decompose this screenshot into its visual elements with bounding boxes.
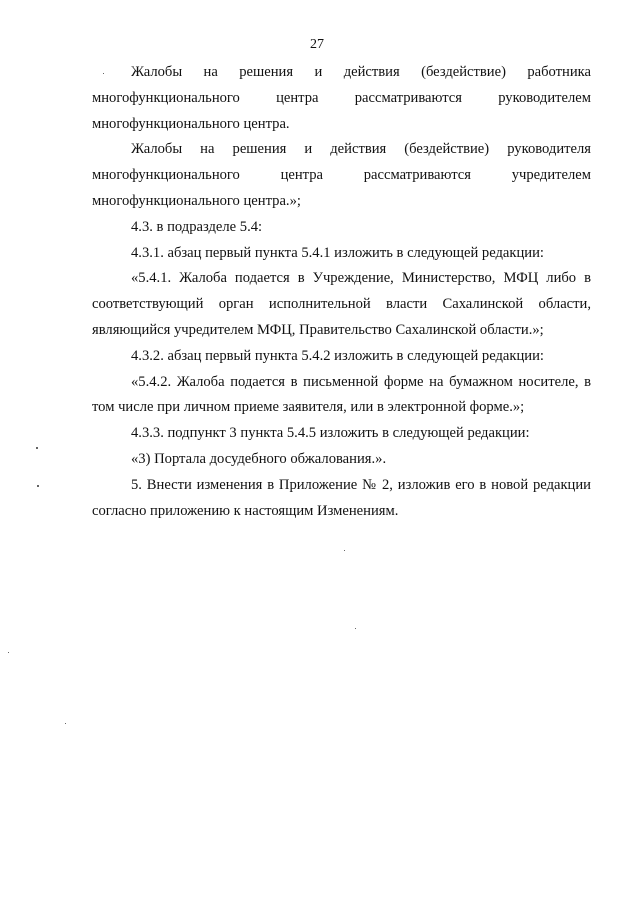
paragraph-item-4-3 <box>92 215 591 241</box>
paragraph-quote-5-4-2 <box>92 370 591 422</box>
text-line: соответствующий орган исполнительной власти Сахалинской области, <box>92 296 591 313</box>
text-line: 4.3. в подразделе 5.4: <box>131 218 263 235</box>
text-line: многофункционального центра рассматриваются учредителем <box>92 167 591 184</box>
text-line: Жалобы на решения и действия (бездействие) руководителя <box>131 141 591 158</box>
scan-speck <box>8 652 9 653</box>
paragraph-quote-5-4-1 <box>92 266 591 343</box>
text-line: «3) Портала досудебного обжалования.». <box>131 450 387 467</box>
text-line: многофункционального центра.»; <box>92 192 301 209</box>
paragraph-item-4-3-3 <box>92 421 591 447</box>
scan-speck <box>36 447 38 449</box>
text-line: 4.3.1. абзац первый пункта 5.4.1 изложить в следующей редакции: <box>131 244 544 261</box>
paragraph-item-4-3-2 <box>92 344 591 370</box>
text-line: 4.3.2. абзац первый пункта 5.4.2 изложить в следующей редакции: <box>131 347 544 364</box>
paragraph-item-5 <box>92 473 591 525</box>
text-line: «5.4.2. Жалоба подается в письменной форме на бумажном носителе, в <box>131 373 591 390</box>
text-line: многофункционального центра рассматриваются руководителем <box>92 89 591 106</box>
paragraph-complaints-head <box>92 137 591 214</box>
document-body <box>92 60 591 524</box>
paragraph-complaints-employee <box>92 60 591 137</box>
scan-speck <box>103 73 104 74</box>
scan-speck <box>344 550 345 551</box>
text-line: «5.4.1. Жалоба подается в Учреждение, Министерство, МФЦ либо в <box>131 270 591 287</box>
text-line: согласно приложению к настоящим Изменениям. <box>92 502 399 519</box>
text-line: являющийся учредителем МФЦ, Правительство Сахалинской области.»; <box>92 321 544 338</box>
text-line: том числе при личном приеме заявителя, или в электронной форме.»; <box>92 399 525 416</box>
scan-speck <box>355 628 356 629</box>
paragraph-item-4-3-1 <box>92 241 591 267</box>
text-line: 5. Внести изменения в Приложение № 2, изложив его в новой редакции <box>131 476 591 493</box>
page-number: 27 <box>310 37 324 52</box>
text-line: Жалобы на решения и действия (бездействие) работника <box>131 64 591 80</box>
text-line: многофункционального центра. <box>92 115 290 132</box>
text-line: 4.3.3. подпункт 3 пункта 5.4.5 изложить в следующей редакции: <box>131 425 530 442</box>
scan-speck <box>37 485 39 487</box>
paragraph-quote-portal <box>92 447 591 473</box>
scan-speck <box>65 723 66 724</box>
